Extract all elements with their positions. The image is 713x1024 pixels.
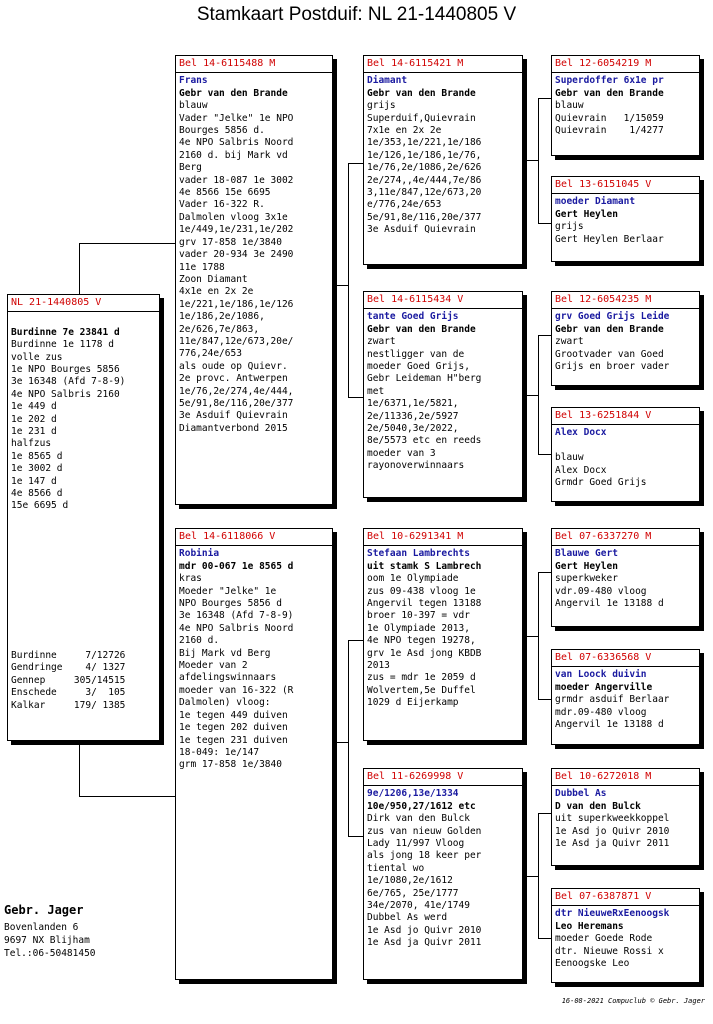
- pigeon-info-line: 2160 d.: [179, 635, 220, 647]
- pigeon-info-line: 3e 16348 (Afd 7-8-9): [11, 376, 126, 388]
- pigeon-info-line: Eenoogske Leo: [555, 958, 630, 970]
- pigeon-info-line: 2e/5040,3e/2022,: [367, 423, 459, 435]
- pigeon-info-line: Berg: [179, 162, 202, 174]
- pigeon-info-line: Grootvader van Goed: [555, 348, 664, 360]
- pigeon-info-line: 8e/5573 etc en reeds: [367, 435, 482, 447]
- divider: [364, 308, 522, 309]
- connector: [348, 163, 364, 164]
- connector: [538, 223, 552, 224]
- pigeon-info-line: zus = mdr 1e 2059 d: [367, 672, 476, 684]
- pigeon-info-line: afdelingswinnaars: [179, 672, 277, 684]
- pigeon-info-line: 1e 3002 d: [11, 463, 63, 475]
- ring-number: Bel 07-6337270 M: [555, 531, 652, 542]
- pigeon-breeder: Gebr van den Brande: [555, 87, 664, 99]
- pigeon-info-line: 1e Olympiade 2013,: [367, 622, 470, 634]
- pigeon-name: Diamant: [367, 75, 408, 87]
- race-result: Kalkar 179/ 1385: [11, 699, 126, 711]
- connector: [538, 454, 552, 455]
- pigeon-info-line: 1e/449,1e/231,1e/202: [179, 224, 294, 236]
- divider: [176, 545, 332, 546]
- pigeon-info-line: 3e 16348 (Afd 7-8-9): [179, 610, 294, 622]
- pigeon-info-line: Gebr Leideman H"berg: [367, 373, 482, 385]
- pigeon-breeder: Leo Heremans: [555, 920, 624, 932]
- pigeon-info-line: blauw: [555, 452, 584, 464]
- connector: [523, 636, 539, 637]
- pigeon-info-line: Dirk van den Bulck: [367, 813, 470, 825]
- pigeon-breeder: uit stamk S Lambrech: [367, 560, 482, 572]
- pigeon-card-fm[interactable]: [363, 291, 523, 498]
- pigeon-card-father[interactable]: [175, 55, 333, 505]
- connector: [538, 335, 552, 336]
- pigeon-info-line: 1e Asd jo Quivr 2010: [555, 825, 670, 837]
- pigeon-info-line: zwart: [367, 336, 396, 348]
- pigeon-card-main[interactable]: [7, 294, 160, 741]
- pigeon-info-line: Alex Docx: [555, 464, 607, 476]
- connector: [348, 836, 364, 837]
- pigeon-info-line: mdr.09-480 vloog: [555, 706, 647, 718]
- pigeon-card-mother[interactable]: [175, 528, 333, 980]
- pigeon-info-line: Grmdr Goed Grijs: [555, 477, 647, 489]
- pigeon-info-line: 3,11e/847,12e/673,20: [367, 187, 482, 199]
- pigeon-breeder: 10e/950,27/1612 etc: [367, 800, 476, 812]
- pigeon-info-line: grijs: [555, 221, 584, 233]
- pigeon-info-line: 3e Asduif Quievrain: [179, 410, 288, 422]
- pigeon-info-line: 1e/1080,2e/1612: [367, 875, 453, 887]
- pigeon-info-line: Dalmolen vloog 3x1e: [179, 211, 288, 223]
- pigeon-info-line: volle zus: [11, 351, 63, 363]
- page-title: Stamkaart Postduif: NL 21-1440805 V: [196, 4, 517, 25]
- pigeon-info-line: met: [367, 385, 385, 397]
- pigeon-info-line: 5e/91,8e/116,20e/377: [367, 211, 482, 223]
- pigeon-info-line: grmdr asduif Berlaar: [555, 694, 670, 706]
- connector: [538, 699, 552, 700]
- pigeon-info-line: 1e/76,2e/274,4e/444,: [179, 385, 294, 397]
- pigeon-info-line: 11e/847,12e/673,20e/: [179, 335, 294, 347]
- pigeon-breeder: moeder Angerville: [555, 681, 653, 693]
- connector: [348, 640, 349, 837]
- pigeon-info-line: 1e/76,2e/1086,2e/626: [367, 162, 482, 174]
- connector: [538, 572, 552, 573]
- pigeon-info-line: 2e/626,7e/863,: [179, 323, 260, 335]
- pigeon-info-line: 34e/2070, 41e/1749: [367, 900, 470, 912]
- divider: [552, 72, 699, 73]
- pigeon-info-line: vader 20-934 3e 2490: [179, 249, 294, 261]
- pigeon-info-line: 18-049: 1e/147: [179, 746, 260, 758]
- pigeon-card-mf[interactable]: [363, 528, 523, 741]
- connector: [523, 876, 539, 877]
- divider: [552, 193, 699, 194]
- race-result: Burdinne 7/12726: [11, 650, 126, 661]
- connector: [79, 796, 178, 797]
- pigeon-info-line: Angervil tegen 13188: [367, 598, 482, 610]
- pigeon-info-line: 2e provc. Antwerpen: [179, 373, 288, 385]
- pigeon-info-line: Moeder van 2: [179, 660, 248, 672]
- ring-number: Bel 12-6054219 M: [555, 58, 652, 69]
- pigeon-info-line: Burdinne 1e 1178 d: [11, 339, 114, 351]
- pigeon-info-line: 11e 1788: [179, 261, 225, 273]
- connector: [79, 243, 80, 297]
- connector: [348, 397, 364, 398]
- pigeon-info-line: 1e Asd ja Quivr 2011: [555, 838, 670, 850]
- pigeon-breeder: D van den Bulck: [555, 800, 641, 812]
- pigeon-info-line: 1e NPO Bourges 5856: [11, 364, 120, 376]
- owner-phone: Tel.:06-50481450: [4, 948, 96, 959]
- divider: [552, 308, 699, 309]
- pigeon-card-mmm[interactable]: [551, 888, 700, 983]
- pigeon-info-line: 1e/186,2e/1086,: [179, 311, 265, 323]
- pigeon-info-line: Superduif,Quievrain: [367, 112, 476, 124]
- divider: [552, 785, 699, 786]
- pigeon-info-line: Wolvertem,5e Duffel: [367, 684, 476, 696]
- pigeon-info-line: Quievrain 1/4277: [555, 125, 664, 137]
- pigeon-info-line: Dubbel As werd: [367, 912, 448, 924]
- pigeon-info-line: 7x1e en 2x 2e: [367, 125, 442, 137]
- connector: [332, 742, 349, 743]
- pigeon-info-line: Quievrain 1/15059: [555, 112, 664, 124]
- pigeon-info-line: moeder van 16-322 (R: [179, 684, 294, 696]
- connector: [538, 98, 552, 99]
- pigeon-info-line: halfzus: [11, 438, 52, 450]
- pigeon-info-line: 1e tegen 202 duiven: [179, 722, 288, 734]
- pigeon-breeder: mdr 00-067 1e 8565 d: [179, 560, 294, 572]
- divider: [8, 311, 159, 312]
- pigeon-info-line: broer 10-397 = vdr: [367, 610, 470, 622]
- pigeon-info-line: 4e NPO Salbris Noord: [179, 622, 294, 634]
- pigeon-card-fmm[interactable]: [551, 407, 700, 502]
- pigeon-info-line: uit superkweekkoppel: [555, 813, 670, 825]
- connector: [79, 741, 80, 796]
- pigeon-info-line: 4e 8566 d: [11, 488, 63, 500]
- divider: [364, 545, 522, 546]
- pigeon-name: moeder Diamant: [555, 196, 636, 208]
- pigeon-info-line: dtr. Nieuwe Rossi x: [555, 945, 664, 957]
- divider: [364, 72, 522, 73]
- pigeon-info-line: 6e/765, 25e/1777: [367, 887, 459, 899]
- pigeon-card-mmf[interactable]: [551, 768, 700, 866]
- ring-number: Bel 12-6054235 M: [555, 294, 652, 305]
- pigeon-name: Blauwe Gert: [555, 548, 618, 560]
- pigeon-info-line: grv 1e Asd jong KBDB: [367, 647, 482, 659]
- pigeon-name: grv Goed Grijs Leide: [555, 311, 670, 323]
- pigeon-info-line: 3e Asduif Quievrain: [367, 224, 476, 236]
- connector: [79, 243, 178, 244]
- divider: [552, 905, 699, 906]
- pigeon-card-mfm[interactable]: [551, 649, 700, 745]
- pigeon-info-line: tiental wo: [367, 862, 425, 874]
- pigeon-info-line: Moeder "Jelke" 1e: [179, 585, 277, 597]
- pigeon-info-line: Vader 16-322 R.: [179, 199, 265, 211]
- pigeon-name: dtr NieuweRxEenoogsk: [555, 908, 670, 920]
- owner-name: Gebr. Jager: [4, 903, 84, 917]
- pigeon-info-line: 1e Asd ja Quivr 2011: [367, 937, 482, 949]
- pigeon-info-line: moeder Goed Grijs,: [367, 361, 470, 373]
- pigeon-info-line: Burdinne 7e 23841 d: [11, 326, 120, 338]
- pigeon-info-line: 1029 d Eijerkamp: [367, 697, 459, 709]
- pigeon-info-line: 15e 6695 d: [11, 500, 69, 512]
- pigeon-info-line: blauw: [555, 100, 584, 112]
- owner-city: 9697 NX Blijham: [4, 935, 90, 946]
- ring-number: Bel 13-6151045 V: [555, 179, 652, 190]
- pigeon-info-line: blauw: [179, 100, 208, 112]
- pigeon-info-line: 4e NPO Salbris 2160: [11, 388, 120, 400]
- pigeon-name: Frans: [179, 75, 208, 87]
- ring-number: Bel 14-6115434 V: [367, 294, 464, 305]
- pigeon-info-line: 1e 8565 d: [11, 450, 63, 462]
- pigeon-info-line: zus 09-438 vloog 1e: [367, 585, 476, 597]
- pigeon-name: tante Goed Grijs: [367, 311, 459, 323]
- divider: [552, 666, 699, 667]
- pigeon-name: Robinia: [179, 548, 220, 560]
- pigeon-info-line: 2e/11336,2e/5927: [367, 410, 459, 422]
- race-result: Gennep 305/14515: [11, 674, 126, 686]
- ring-number: Bel 14-6115421 M: [367, 58, 464, 69]
- pigeon-info-line: vader 18-087 1e 3002: [179, 174, 294, 186]
- pigeon-info-line: moeder Goede Rode: [555, 933, 653, 945]
- pigeon-card-mm[interactable]: [363, 768, 523, 980]
- pigeon-info-line: vdr.09-480 vloog: [555, 585, 647, 597]
- pigeon-info-line: Zoon Diamant: [179, 273, 248, 285]
- pigeon-info-line: 1e 147 d: [11, 475, 57, 487]
- pigeon-info-line: 1e 202 d: [11, 413, 57, 425]
- pigeon-info-line: grv 17-858 1e/3840: [179, 236, 282, 248]
- pigeon-info-line: 776,24e/653: [179, 348, 242, 360]
- connector: [348, 163, 349, 398]
- pigeon-info-line: als oude op Quievr.: [179, 360, 288, 372]
- pigeon-info-line: Bourges 5856 d.: [179, 125, 265, 137]
- connector: [348, 640, 364, 641]
- connector: [538, 938, 552, 939]
- ring-number: Bel 10-6291341 M: [367, 531, 464, 542]
- footer-credit: 16-08-2021 Compuclub © Gebr. Jager: [561, 997, 705, 1005]
- pigeon-info-line: 1e/126,1e/186,1e/76,: [367, 149, 482, 161]
- pigeon-info-line: oom 1e Olympiade: [367, 573, 459, 585]
- divider: [364, 785, 522, 786]
- pigeon-info-line: 1e 231 d: [11, 426, 57, 438]
- pigeon-info-line: 1e/353,1e/221,1e/186: [367, 137, 482, 149]
- pigeon-info-line: kras: [179, 573, 202, 585]
- pigeon-info-line: zus van nieuw Golden: [367, 825, 482, 837]
- pigeon-breeder: Gebr van den Brande: [179, 87, 288, 99]
- pigeon-info-line: 4e NPO tegen 19278,: [367, 635, 476, 647]
- pigeon-info-line: 1e/6371,1e/5821,: [367, 398, 459, 410]
- connector: [523, 160, 539, 161]
- pigeon-name: Dubbel As: [555, 788, 607, 800]
- pigeon-info-line: Dalmolen) vloog:: [179, 697, 271, 709]
- pigeon-name: Stefaan Lambrechts: [367, 548, 470, 560]
- pigeon-info-line: 4e NPO Salbris Noord: [179, 137, 294, 149]
- pigeon-info-line: Bij Mark vd Berg: [179, 647, 271, 659]
- pigeon-card-ff[interactable]: [363, 55, 523, 265]
- race-result: Enschede 3/ 105: [11, 687, 126, 699]
- ring-number: Bel 14-6118066 V: [179, 531, 276, 542]
- ring-number: Bel 07-6336568 V: [555, 652, 652, 663]
- pigeon-breeder: Gert Heylen: [555, 560, 618, 572]
- pigeon-info-line: 1e/221,1e/186,1e/126: [179, 298, 294, 310]
- pigeon-card-ffm[interactable]: [551, 176, 700, 262]
- divider: [552, 545, 699, 546]
- pigeon-name: 9e/1206,13e/1334: [367, 788, 459, 800]
- ring-number: NL 21-1440805 V: [11, 297, 102, 308]
- pigeon-info-line: grm 17-858 1e/3840: [179, 759, 282, 771]
- pigeon-info-line: Angervil 1e 13188 d: [555, 598, 664, 610]
- pigeon-info-line: Gert Heylen Berlaar: [555, 233, 664, 245]
- pigeon-info-line: 1e Asd jo Quivr 2010: [367, 924, 482, 936]
- pigeon-info-line: Grijs en broer vader: [555, 361, 670, 373]
- owner-address: Bovenlanden 6: [4, 922, 79, 933]
- pigeon-info-line: Diamantverbond 2015: [179, 422, 288, 434]
- pigeon-info-line: nestligger van de: [367, 348, 465, 360]
- pigeon-breeder: Gert Heylen: [555, 208, 618, 220]
- pigeon-info-line: 1e tegen 449 duiven: [179, 709, 288, 721]
- connector: [523, 395, 539, 396]
- pigeon-card-mff[interactable]: [551, 528, 700, 627]
- pigeon-info-line: zwart: [555, 336, 584, 348]
- pigeon-info-line: Angervil 1e 13188 d: [555, 719, 664, 731]
- pigeon-name: van Loock duivin: [555, 669, 647, 681]
- ring-number: Bel 14-6115488 M: [179, 58, 276, 69]
- pigeon-info-line: 2e/274,,4e/444,7e/86: [367, 174, 482, 186]
- ring-number: Bel 10-6272018 M: [555, 771, 652, 782]
- ring-number: Bel 13-6251844 V: [555, 410, 652, 421]
- pigeon-breeder: Gebr van den Brande: [555, 323, 664, 335]
- pigeon-breeder: Gebr van den Brande: [367, 87, 476, 99]
- pigeon-info-line: 5e/91,8e/116,20e/377: [179, 397, 294, 409]
- owner-block: [4, 904, 96, 960]
- pigeon-info-line: 1e tegen 231 duiven: [179, 734, 288, 746]
- pigeon-info-line: 2160 d. bij Mark vd: [179, 149, 288, 161]
- pigeon-info-line: 4x1e en 2x 2e: [179, 286, 254, 298]
- connector: [538, 813, 552, 814]
- pigeon-info-line: superkweker: [555, 573, 618, 585]
- connector: [332, 285, 349, 286]
- pigeon-name: Alex Docx: [555, 427, 607, 439]
- pigeon-info-line: als jong 18 keer per: [367, 850, 482, 862]
- divider: [176, 72, 332, 73]
- pigeon-info-line: 1e 449 d: [11, 401, 57, 413]
- pigeon-info-line: Vader "Jelke" 1e NPO: [179, 112, 294, 124]
- pigeon-info-line: NPO Bourges 5856 d: [179, 598, 282, 610]
- pigeon-breeder: Gebr van den Brande: [367, 323, 476, 335]
- ring-number: Bel 07-6387871 V: [555, 891, 652, 902]
- pigeon-card-fmf[interactable]: [551, 291, 700, 386]
- pigeon-info-line: grijs: [367, 100, 396, 112]
- pigeon-info-line: e/776,24e/653: [367, 199, 442, 211]
- pigeon-info-line: moeder van 3: [367, 447, 436, 459]
- pigeon-info-line: rayonoverwinnaars: [367, 460, 465, 472]
- pigeon-name: Superdoffer 6x1e pr: [555, 75, 664, 87]
- pigeon-card-fff[interactable]: [551, 55, 700, 156]
- pigeon-info-line: 4e 8566 15e 6695: [179, 187, 271, 199]
- divider: [552, 424, 699, 425]
- ring-number: Bel 11-6269998 V: [367, 771, 464, 782]
- pigeon-info-line: Lady 11/997 Vloog: [367, 838, 465, 850]
- race-result: Gendringe 4/ 1327: [11, 662, 126, 674]
- pigeon-info-line: 2013: [367, 660, 390, 672]
